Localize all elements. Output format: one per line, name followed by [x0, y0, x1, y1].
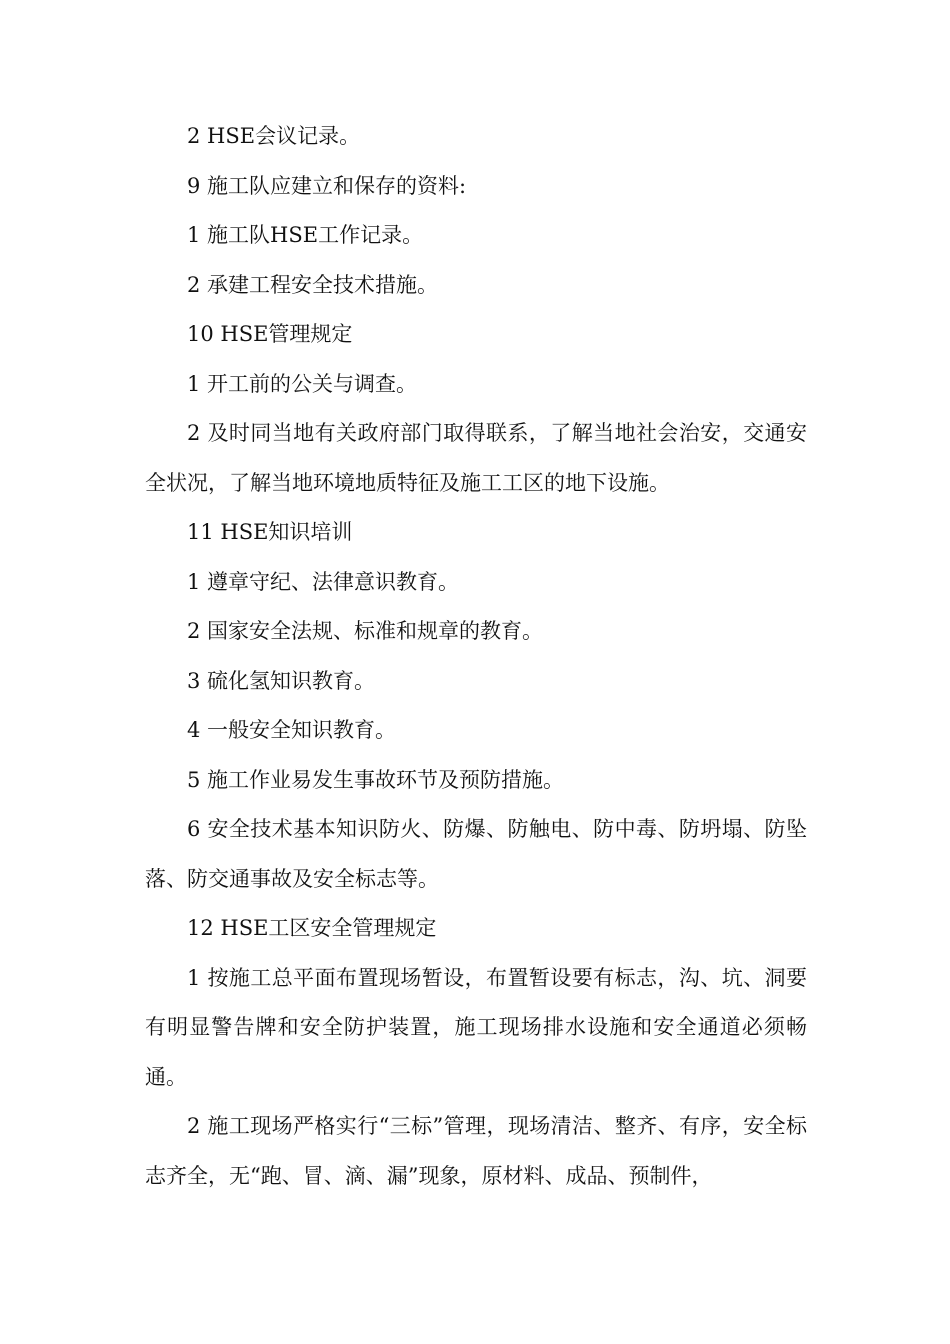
- paragraph-safety-basics: 6 安全技术基本知识防火、防爆、防触电、防中毒、防坍塌、防坠落、防交通事故及安全标志等。: [145, 817, 807, 891]
- paragraph-site-layout: 1 按施工总平面布置现场暂设，布置暂设要有标志，沟、坑、洞要有明显警告牌和安全防护装置，施工现场排水设施和安全通道必须畅通。: [145, 965, 807, 1089]
- heading-team-records: 9 施工队应建立和保存的资料:: [187, 173, 467, 198]
- heading-hse-management-rules: 10 HSE管理规定: [187, 322, 353, 346]
- paragraph-contact-local-government: 2 及时同当地有关政府部门取得联系，了解当地社会治安，交通安全状况，了解当地环境地质特征及施工工区的地下设施。: [145, 421, 807, 495]
- paragraph-general-safety: 4 一般安全知识教育。: [187, 718, 397, 742]
- paragraph-pre-start-survey: 1 开工前的公关与调查。: [187, 371, 418, 396]
- paragraph-h2s-education: 3 硫化氢知识教育。: [187, 668, 376, 693]
- paragraph-national-regulations: 2 国家安全法规、标准和规章的教育。: [187, 619, 544, 643]
- paragraph-safety-technical-measures: 2 承建工程安全技术措施。: [187, 272, 439, 297]
- paragraph-accident-prevention: 5 施工作业易发生事故环节及预防措施。: [187, 767, 565, 792]
- heading-hse-training: 11 HSE知识培训: [187, 520, 353, 544]
- paragraph-three-standards: 2 施工现场严格实行“三标”管理，现场清洁、整齐、有序，安全标志齐全，无“跑、冒、滴、漏”现象，原材料、成品、预制件，: [145, 1114, 807, 1188]
- paragraph-team-hse-work-record: 1 施工队HSE工作记录。: [187, 223, 424, 247]
- document-body: [145, 112, 807, 1201]
- paragraph-discipline-education: 1 遵章守纪、法律意识教育。: [187, 569, 460, 594]
- heading-work-area-safety: 12 HSE工区安全管理规定: [187, 916, 437, 940]
- paragraph-hse-meeting-record: 2 HSE会议记录。: [187, 124, 361, 148]
